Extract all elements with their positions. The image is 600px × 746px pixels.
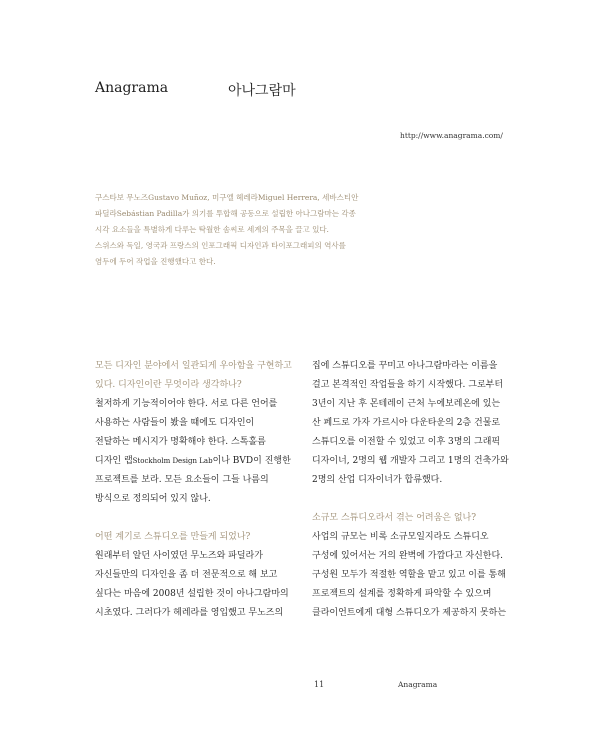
answer-line <box>95 452 325 471</box>
answer-line: 철저하게 기능적이어야 한다. 서로 다른 언어를 <box>95 399 278 409</box>
answer-line: 전달하는 메시지가 명확해야 한다. 스톡홀름 <box>95 437 266 447</box>
answer-text: 이나 BVD이 진행한 <box>212 456 291 466</box>
question-line: 소규모 스튜디오라서 겪는 어려움은 없나? <box>312 513 477 523</box>
footer-running-title: Anagrama <box>398 680 438 689</box>
intro-line: 시각 요소들을 특별하게 다루는 탁월한 솜씨로 세계의 주목을 끌고 있다. <box>95 225 329 234</box>
page-number: 11 <box>314 680 325 689</box>
intro-line: 구스타보 무노즈Gustavo Muñoz, 미구엘 헤레라Miguel Herrera, 세바스티안 <box>95 193 359 202</box>
answer-line: 프로젝트를 보라. 모든 요소들이 그들 나름의 <box>95 475 269 485</box>
answer-line: 싶다는 마음에 2008년 설립한 것이 아나그람마의 <box>95 589 289 599</box>
left-column <box>95 357 325 623</box>
answer-line: 자신들만의 디자인을 좀 더 전문적으로 해 보고 <box>95 570 278 580</box>
intro-line: 스위스와 독일, 영국과 프랑스의 인포그래픽 디자인과 타이포그래피의 역사를 <box>95 241 346 250</box>
answer-line: 프로젝트의 설계를 정확하게 파악할 수 있으며 <box>312 589 492 599</box>
answer-line: 구성에 있어서는 거의 완벽에 가깝다고 자신한다. <box>312 551 504 561</box>
page-title-english: Anagrama <box>95 80 169 96</box>
paragraph-gap <box>95 509 325 528</box>
answer-line: 스튜디오를 이전할 수 있었고 이후 3명의 그래픽 <box>312 437 501 447</box>
answer-line: 집에 스튜디오를 꾸미고 아나그람마라는 이름을 <box>312 361 498 371</box>
studio-name-small: Stockholm Design Lab <box>132 457 213 465</box>
intro-paragraph <box>95 190 395 270</box>
answer-line: 사업의 규모는 비록 소규모일지라도 스튜디오 <box>312 532 489 542</box>
answer-line: 걸고 본격적인 작업들을 하기 시작했다. 그로부터 <box>312 380 504 390</box>
answer-line: 3년이 지난 후 몬테레이 근처 누에보레온에 있는 <box>312 399 501 409</box>
question-line: 있다. 디자인이란 무엇이라 생각하나? <box>95 380 242 390</box>
answer-line: 시초였다. 그러다가 헤레라를 영입했고 무노즈의 <box>95 608 284 618</box>
answer-text: 디자인 랩 <box>95 456 133 466</box>
answer-line: 2명의 산업 디자이너가 합류했다. <box>312 475 443 485</box>
intro-line: 파딜라Sebástian Padilla가 의기를 투합해 공동으로 설립한 아나그람마는 각종 <box>95 209 356 218</box>
answer-line: 방식으로 정의되어 있지 않나. <box>95 494 211 504</box>
right-column <box>312 357 542 623</box>
question-line: 어떤 계기로 스튜디오를 만들게 되었나? <box>95 532 251 542</box>
website-url[interactable]: http://www.anagrama.com/ <box>400 131 503 140</box>
answer-line: 디자이너, 2명의 웹 개발자 그리고 1명의 건축가와 <box>312 456 509 466</box>
answer-line: 구성원 모두가 적절한 역할을 맡고 있고 이를 통해 <box>312 570 506 580</box>
answer-line: 사용하는 사람들이 봤을 때에도 디자인이 <box>95 418 255 428</box>
page-title-korean: 아나그람마 <box>228 83 296 99</box>
answer-line: 클라이언트에게 대형 스튜디오가 제공하지 못하는 <box>312 608 507 618</box>
paragraph-gap <box>312 490 542 509</box>
question-line: 모든 디자인 분야에서 일관되게 우아함을 구현하고 <box>95 361 292 371</box>
answer-line: 산 페드로 가자 가르시아 다운타운의 2층 건물로 <box>312 418 501 428</box>
answer-line: 원래부터 알던 사이였던 무노즈와 파딜라가 <box>95 551 263 561</box>
intro-line: 염두에 두어 작업을 진행했다고 한다. <box>95 257 216 266</box>
